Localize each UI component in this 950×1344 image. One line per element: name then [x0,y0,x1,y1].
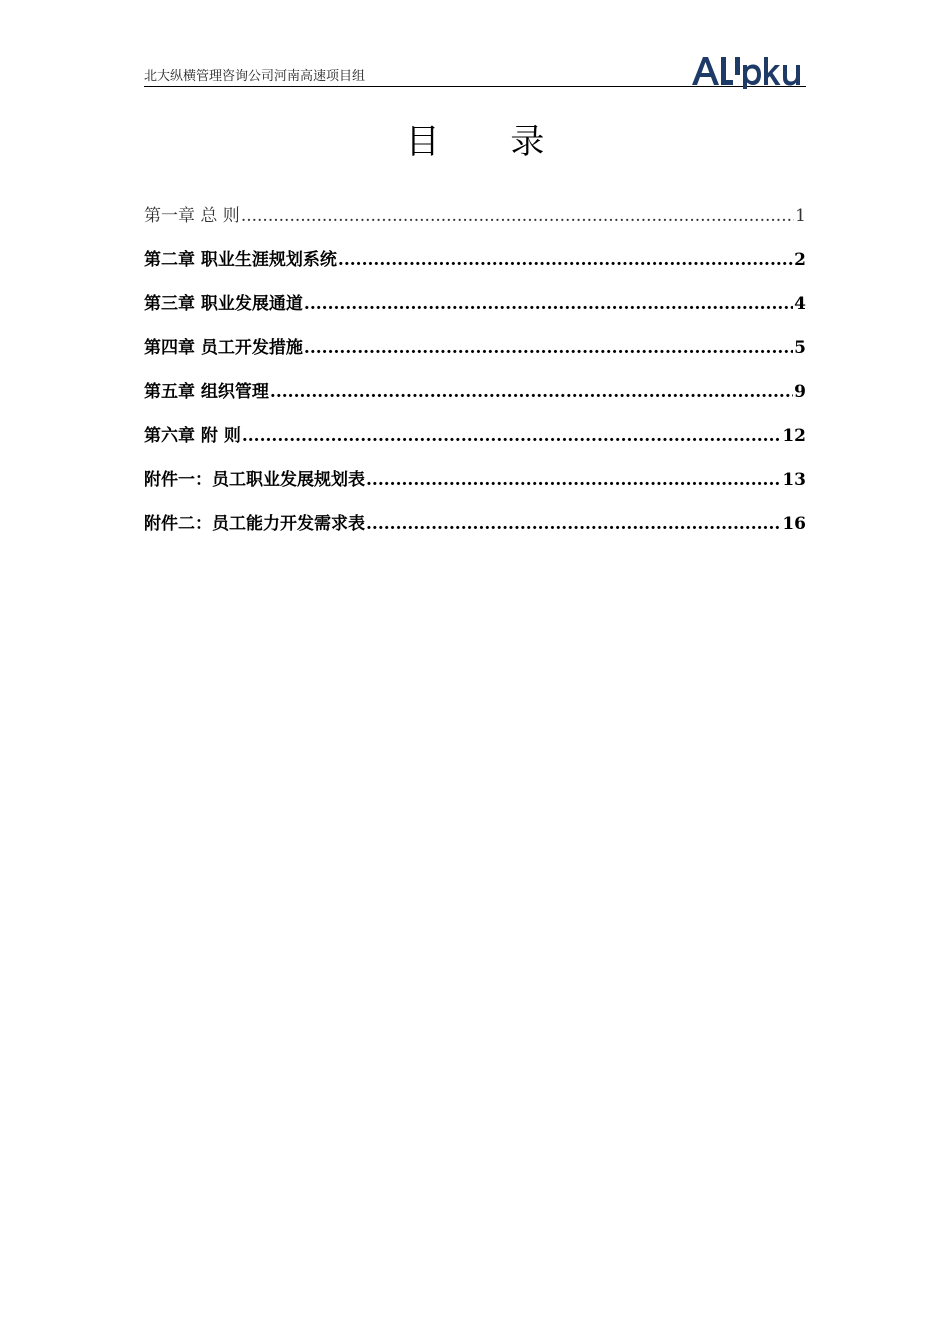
table-of-contents [144,200,806,552]
toc-entry-label: 第四章 员工开发措施 [144,338,303,358]
toc-entry[interactable] [144,200,806,244]
company-logo [690,53,806,89]
toc-entry-label: 附件二：员工能力开发需求表 [144,514,365,534]
toc-entry[interactable] [144,508,806,552]
toc-entry[interactable] [144,288,806,332]
toc-entry-page-number: 9 [794,382,806,402]
toc-entry-page-number: 16 [782,514,806,534]
toc-entry-label: 附件一：员工职业发展规划表 [144,470,365,490]
header-text: 北大纵横管理咨询公司河南高速项目组 [144,69,366,84]
toc-leader-dots [338,244,793,276]
toc-entry-label: 第六章 附 则 [144,426,241,446]
toc-entry[interactable] [144,420,806,464]
toc-entry-page-number: 4 [794,294,806,314]
toc-entry-page-number: 2 [794,250,806,270]
toc-entry[interactable] [144,244,806,288]
toc-entry-label: 第二章 职业生涯规划系统 [144,250,337,270]
toc-leader-dots [304,332,793,364]
page-title: 目 录 [405,122,575,162]
toc-leader-dots [366,464,781,496]
toc-leader-dots [241,200,794,232]
toc-entry-label: 第五章 组织管理 [144,382,269,402]
toc-leader-dots [366,508,781,540]
toc-entry[interactable] [144,332,806,376]
toc-entry-page-number: 1 [795,206,806,226]
toc-entry[interactable] [144,376,806,420]
page-header [144,52,806,87]
toc-entry[interactable] [144,464,806,508]
toc-leader-dots [242,420,781,452]
toc-entry-page-number: 12 [782,426,806,446]
toc-entry-label: 第一章 总 则 [144,206,240,226]
toc-leader-dots [304,288,793,320]
toc-entry-page-number: 5 [794,338,806,358]
toc-entry-label: 第三章 职业发展通道 [144,294,303,314]
toc-leader-dots [270,376,793,408]
toc-entry-page-number: 13 [782,470,806,490]
